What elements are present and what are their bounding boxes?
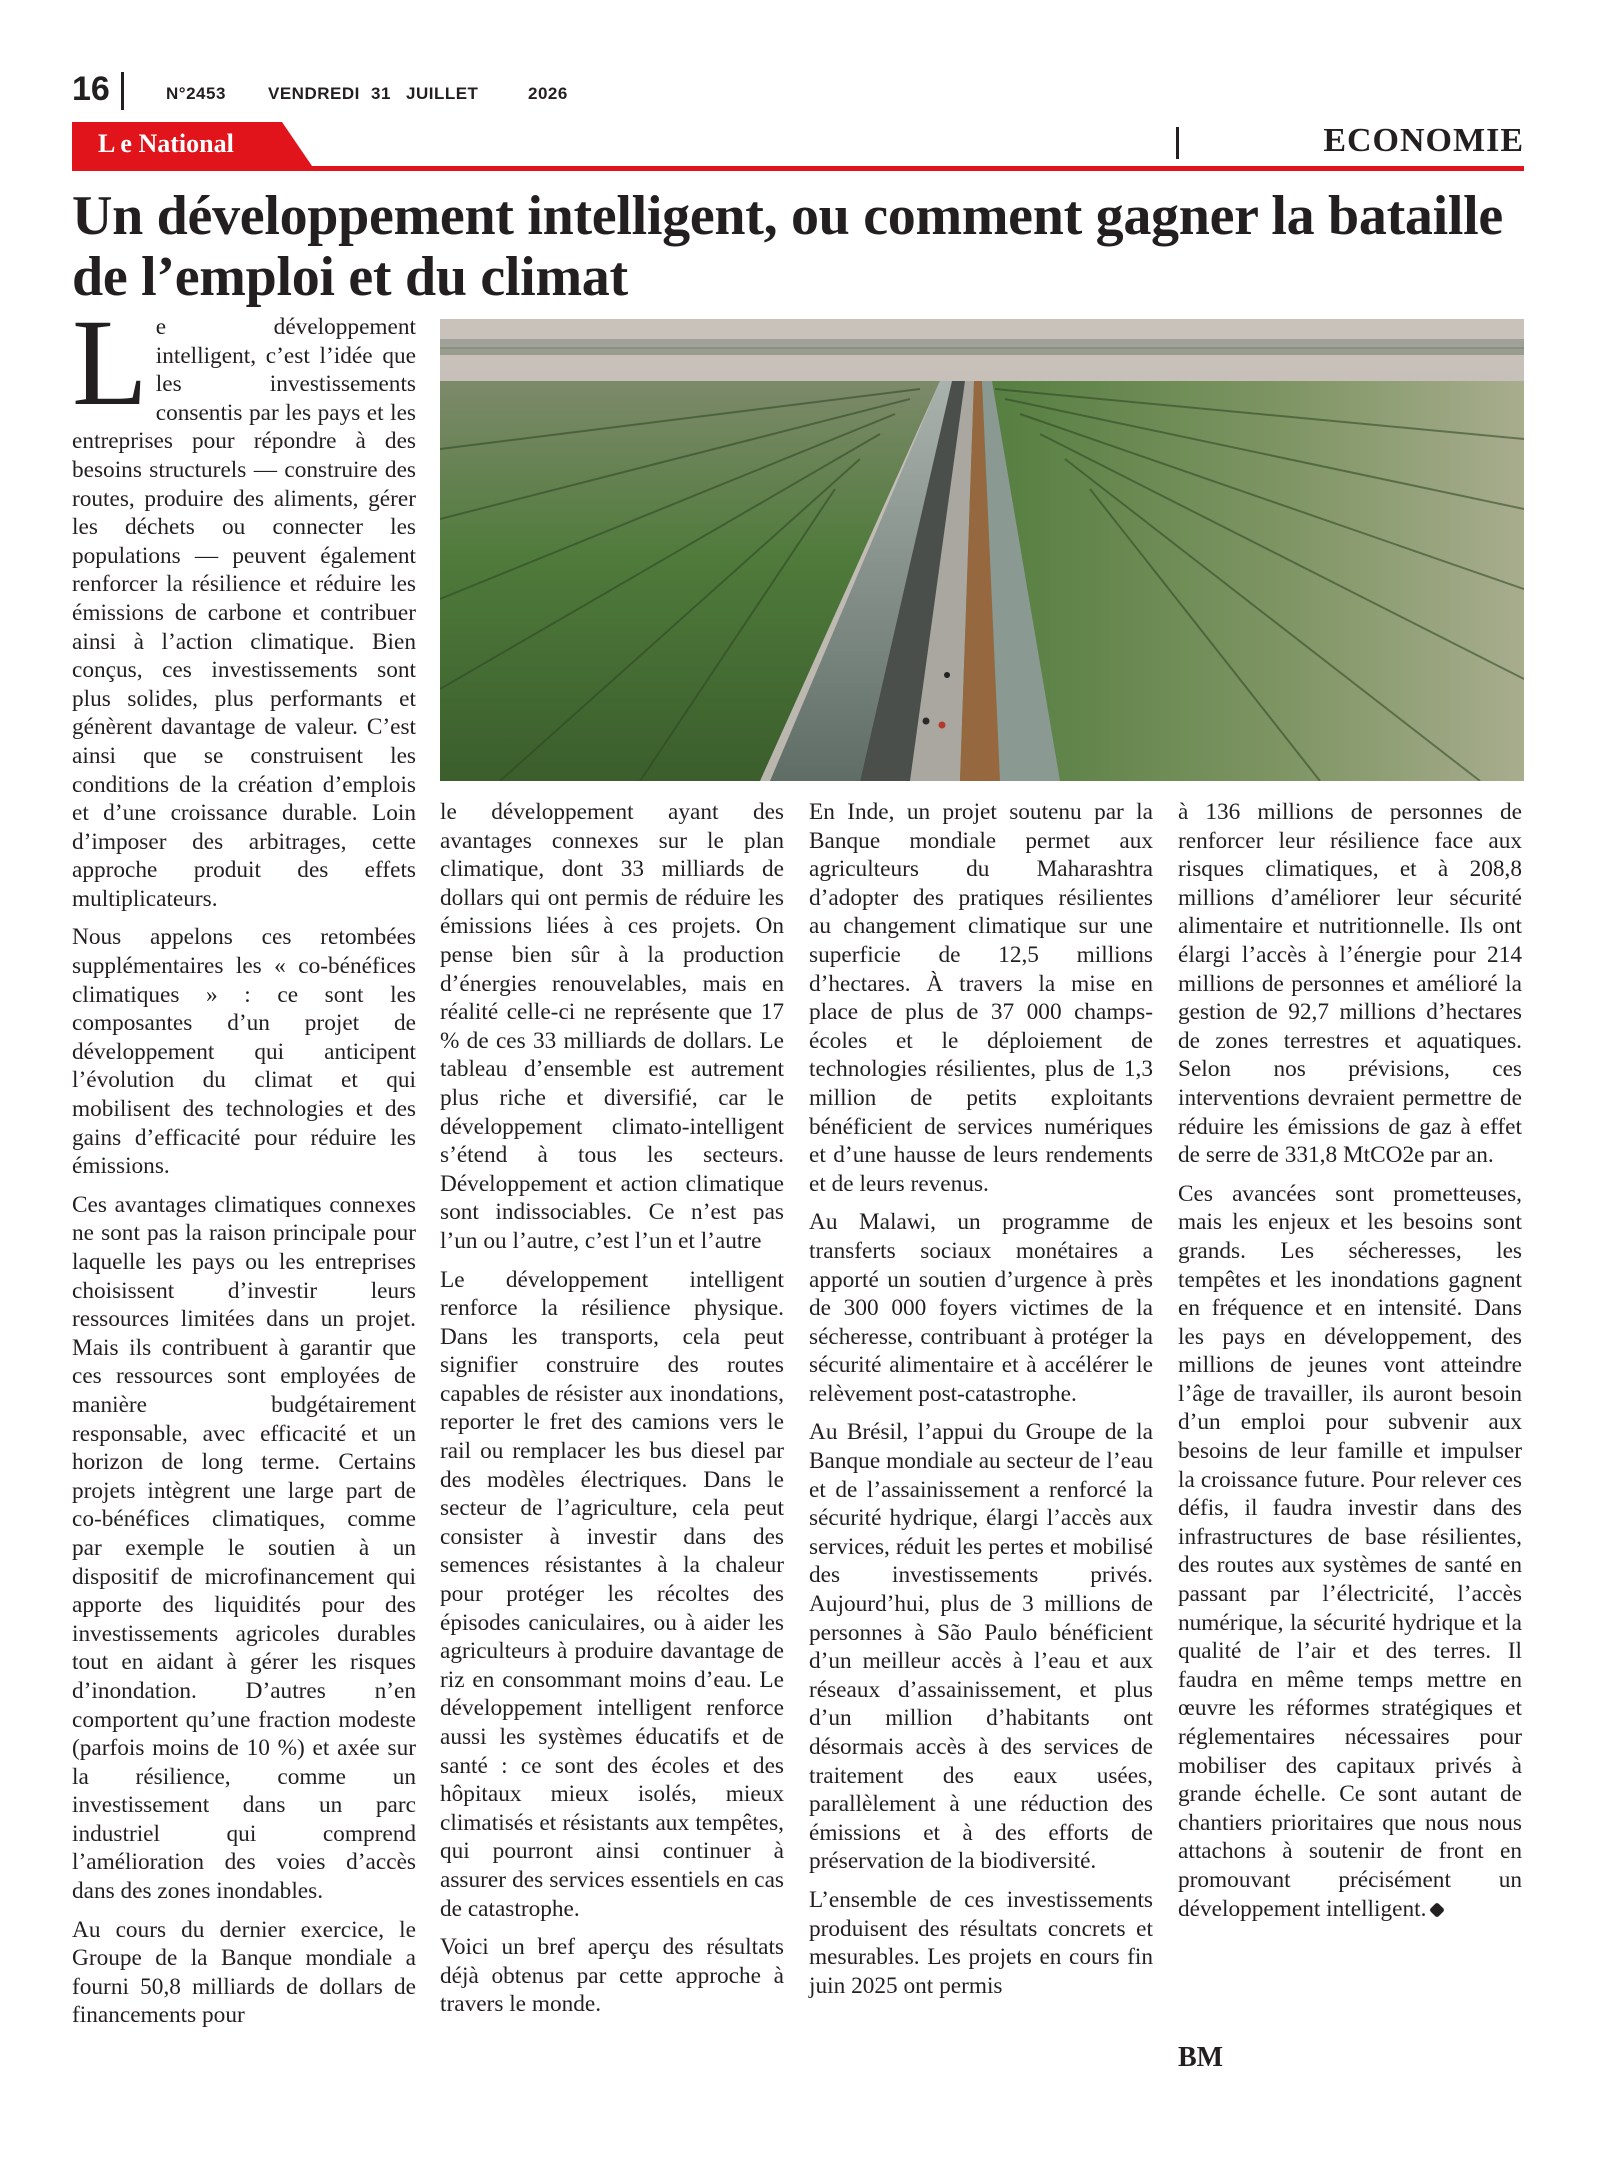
article-paragraph: Voici un bref aperçu des résultats déjà obtenus par cette approche à travers le monde.	[440, 1934, 784, 2018]
article-paragraph: Au cours du dernier exercice, le Groupe de la Banque mondiale a fourni 50,8 milliards de dollars de financements pour	[72, 1916, 416, 2029]
section-rubric: ECONOMIE	[1323, 122, 1524, 159]
article-paragraph: à 136 millions de personnes de renforcer leur résilience face aux risques climatiques, et à 208,8 millions d’améliorer leur sécurité alimentaire et nutritionnelle. Ils ont élargi l’accès à l’énergie pour 214 millions de personnes et amélioré la gestion de 92,7 millions d’hectares de zones terrestres et aquatiques. Selon nos prévisions, ces interventions devraient permettre de réduire les émissions de gaz à effet de serre de 331,8 MtCO2e par an.	[1178, 799, 1522, 1169]
issue-year: 2026	[528, 84, 568, 103]
article-paragraph: Au Malawi, un programme de transferts sociaux monétaires a apporté un soutien d’urgence à près de 300 000 foyers victimes de la sécheresse, contribuant à protéger la sécurité alimentaire et à accélérer le relèvement post-catastrophe.	[809, 1209, 1153, 1407]
end-of-article-icon	[1430, 1902, 1446, 1918]
issue-weekday: VENDREDI	[268, 84, 360, 103]
issue-month: JUILLET	[406, 84, 479, 103]
brand-label: L e National	[98, 129, 234, 158]
rubric-divider	[1176, 127, 1179, 159]
article-paragraph: Le développement intelligent renforce la résilience physique. Dans les transports, cela peut signifier construire des routes capables de résister aux inondations, reporter le fret des camions vers le rail ou remplacer les bus diesel par des modèles électriques. Dans le secteur de l’agriculture, cela peut consister à investir dans des semences résistantes à la chaleur pour protéger les récoltes des épisodes caniculaires, ou à aider les agriculteurs à produire davantage de riz en consommant moins d’eau. Le développement intelligent renforce aussi les systèmes éducatifs et de santé : ce sont des écoles et des hôpitaux mieux isolés, mieux climatisés et résistants aux tempêtes, qui pourront ainsi continuer à assurer des services essentiels en cas de catastrophe.	[440, 1266, 784, 1922]
article-paragraph-text: Ces avancées sont prometteuses, mais les enjeux et les besoins sont grands. Les sécheresses, les tempêtes et les inondations gagnent en fréquence et en intensité. Dans les pays en développement, des millions de jeunes vont atteindre l’âge de travailler, ils auront besoin d’un emploi pour subvenir aux besoins de leur famille et impulser la croissance future. Pour relever ces défis, il faudra investir dans des infrastructures de base résilientes, des routes aux systèmes de santé en passant par l’électricité, l’accès numérique, la sécurité hydrique et la qualité de l’air et des terres. Il faudra en même temps mettre en œuvre les réformes stratégiques et réglementaires nécessaires pour mobiliser des capitaux privés à grande échelle. Ce sont autant de chantiers prioritaires que nous nous attachons à soutenir de front en promouvant précisément un développement intelligent.	[1178, 1180, 1522, 1922]
article-photo	[440, 319, 1524, 781]
issue-day: 31	[371, 84, 391, 103]
drop-cap: L	[72, 294, 148, 431]
page-number-divider	[121, 72, 124, 110]
article-paragraph: En Inde, un projet soutenu par la Banque mondiale permet aux agriculteurs du Maharashtra d’adopter des pratiques résilientes au changement climatique sur une superficie de 12,5 millions d’hectares. À travers la mise en place de plus de 37 000 champs-écoles et le déploiement de technologies résilientes, plus de 1,3 million de petits exploitants bénéficient de services numériques et d’une hausse de leurs rendements et de leurs revenus.	[809, 799, 1153, 1197]
rice-fields-illustration	[440, 319, 1524, 781]
article-paragraph: Au Brésil, l’appui du Groupe de la Banque mondiale au secteur de l’eau et de l’assainissement a renforcé la sécurité hydrique, élargi l’accès aux services, réduit les pertes et mobilisé des investissements privés. Aujourd’hui, plus de 3 millions de personnes à São Paulo bénéficient d’un meilleur accès à l’eau et aux réseaux d’assainissement, et plus d’un million d’habitants ont désormais accès à des services de traitement des eaux usées, parallèlement à une réduction des émissions et à des efforts de préservation de la biodiversité.	[809, 1419, 1153, 1875]
article-paragraph	[72, 294, 416, 913]
article-column-4	[1178, 798, 1522, 1933]
article-headline: Un développement intelligent, ou comment gagner la bataille de l’emploi et du climat	[72, 185, 1503, 308]
article-paragraph: Nous appelons ces retombées supplémentaires les « co-bénéfices climatiques » : ce sont les composantes d’un projet de développement qui anticipent l’évolution du climat et qui mobilisent des technologies et des gains d’efficacité pour réduire les émissions.	[72, 924, 416, 1180]
article-paragraph: Ces avantages climatiques connexes ne sont pas la raison principale pour laquelle les pays ou les entreprises choisissent d’investir leurs ressources limitées dans un projet. Mais ils contribuent à garantir que ces ressources sont employées de manière budgétairement responsable, avec efficacité et un horizon de long terme. Certains projets intègrent une large part de co-bénéfices climatiques, comme par exemple le soutien à un dispositif de microfinancement qui apporte des liquidités pour des investissements agricoles durables tout en aidant à gérer les risques d’inondation. D’autres n’en comportent qu’une fraction modeste (parfois moins de 10 %) et axée sur la résilience, comme un investissement dans un parc industriel qui comprend l’amélioration des voies d’accès dans des zones inondables.	[72, 1191, 416, 1905]
article-paragraph: L’ensemble de ces investissements produisent des résultats concrets et mesurables. Les projets en cours fin juin 2025 ont permis	[809, 1886, 1153, 1999]
article-column-3	[809, 798, 1153, 2010]
article-column-1	[72, 294, 416, 2040]
article-paragraph: le développement ayant des avantages connexes sur le plan climatique, dont 33 milliards de dollars qui ont permis de réduire les émissions liées à ces projets. On pense bien sûr à la production d’énergies renouvelables, mais en réalité celle-ci ne représente que 17 % de ces 33 milliards de dollars. Le tableau d’ensemble est autrement plus riche et diversifié, car le développement climato-intelligent s’étend à tous les secteurs. Développement et action climatique sont indissociables. Ce n’est pas l’un ou l’autre, c’est l’un et l’autre	[440, 799, 784, 1254]
header-rule	[72, 166, 1524, 171]
article-paragraph-text: e développement intelligent, c’est l’idée que les investissements consentis par les pays et les entreprises pour répondre à des besoins structurels — construire des routes, produire des aliments, gérer les déchets ou connecter les populations — peuvent également renforcer la résilience et réduire les émissions de carbone et contribuer ainsi à l’action climatique. Bien conçus, ces investissements sont plus solides, plus performants et génèrent davantage de valeur. C’est ainsi que se construisent les conditions de la création d’emplois et d’une croissance durable. Loin d’imposer des arbitrages, cette approche produit des effets multiplicateurs.	[72, 314, 416, 912]
article-column-2	[440, 798, 784, 2029]
article-paragraph	[1178, 1180, 1522, 1923]
page-number: 16	[72, 70, 110, 108]
article-signature: BM	[1178, 2042, 1224, 2073]
issue-number: N°2453	[166, 84, 226, 103]
